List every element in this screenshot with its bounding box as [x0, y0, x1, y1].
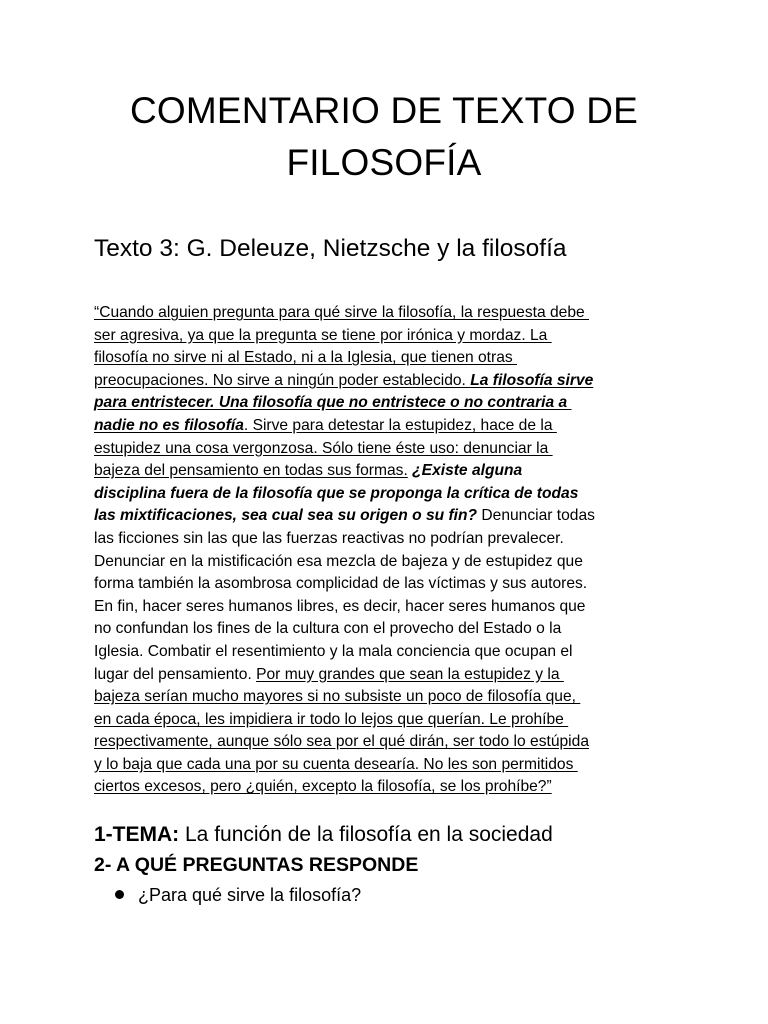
quote-segment: ¿Existe alguna	[412, 462, 523, 480]
quote-segment: En fin, hacer seres humanos libres, es decir, hacer seres humanos que	[94, 597, 586, 615]
quote-line	[94, 505, 694, 528]
quote-line	[94, 664, 694, 687]
document-title-line-1: COMENTARIO DE TEXTO DE	[129, 90, 639, 131]
quote-line	[94, 415, 694, 438]
quote-segment: ciertos excesos, pero ¿quién, excepto la filosofía, se los prohíbe?”	[94, 778, 552, 796]
preguntas-heading: 2- A QUÉ PREGUNTAS RESPONDE	[94, 854, 419, 876]
quote-segment: . Sirve para detestar la estupidez, hace de la	[243, 416, 557, 434]
quote-line	[94, 776, 694, 799]
quote-line	[94, 731, 694, 754]
quote-segment: en cada época, les impidiera ir todo lo lejos que querían. Le prohíbe	[94, 710, 569, 728]
quote-line	[94, 438, 694, 461]
quote-segment: bajeza del pensamiento en todas sus formas.	[94, 462, 408, 480]
quote-segment: disciplina fuera de la filosofía que se proponga la crítica de todas	[94, 484, 579, 502]
quote-segment: Denunciar todas	[477, 507, 595, 525]
list-item-text: ¿Para qué sirve la filosofía?	[138, 885, 362, 905]
quote-segment: ser agresiva, ya que la pregunta se tiene por irónica y mordaz. La	[94, 326, 552, 344]
quote-line	[94, 528, 694, 551]
tema-label: 1-TEMA:	[94, 823, 180, 846]
document-title-line-2: FILOSOFÍA	[286, 142, 482, 183]
quote-segment: Por muy grandes que sean la estupidez y la	[256, 665, 564, 683]
quote-line	[94, 641, 694, 664]
quoted-passage	[94, 302, 694, 799]
text-subtitle: Texto 3: G. Deleuze, Nietzsche y la filosofía	[94, 235, 567, 262]
quote-segment: bajeza serían mucho mayores si no subsiste un poco de filosofía que,	[94, 688, 581, 706]
quote-line	[94, 460, 694, 483]
quote-line	[94, 483, 694, 506]
quote-segment: forma también la asombrosa complicidad de las víctimas y sus autores.	[94, 575, 588, 593]
quote-segment: lugar del pensamiento.	[94, 665, 257, 683]
quote-line	[94, 709, 694, 732]
quote-line	[94, 302, 694, 325]
quote-segment: filosofía no sirve ni al Estado, ni a la Iglesia, que tienen otras	[94, 349, 518, 367]
quote-line	[94, 754, 694, 777]
quote-segment: para entristecer. Una filosofía que no entristece o no contraria a	[94, 394, 572, 412]
quote-line	[94, 686, 694, 709]
list-item	[115, 880, 361, 910]
quote-segment: Denunciar en la mistificación esa mezcla de bajeza y de estupidez que	[94, 552, 583, 570]
quote-segment: La filosofía sirve	[470, 371, 594, 389]
quote-segment: preocupaciones. No sirve a ningún poder establecido.	[94, 371, 471, 389]
tema-line	[94, 818, 553, 852]
quote-line	[94, 347, 694, 370]
quote-segment: nadie no es filosofía	[94, 416, 244, 434]
quote-segment: las ficciones sin las que las fuerzas reactivas no podrían prevalecer.	[94, 529, 564, 547]
quote-line	[94, 392, 694, 415]
quote-line	[94, 573, 694, 596]
quote-line	[94, 325, 694, 348]
quote-line	[94, 596, 694, 619]
tema-text: La función de la filosofía en la sociedad	[179, 823, 553, 846]
quote-segment: “Cuando alguien pregunta para qué sirve la filosofía, la respuesta debe	[94, 304, 589, 321]
quote-segment: las mixtificaciones, sea cual sea su origen o su fin?	[94, 507, 478, 525]
quote-line	[94, 551, 694, 574]
quote-line	[94, 618, 694, 641]
quote-segment: no confundan los fines de la cultura con el provecho del Estado o la	[94, 620, 562, 638]
bullet-icon	[115, 890, 124, 899]
quote-line	[94, 370, 694, 393]
quote-segment: estupidez una cosa vergonzosa. Sólo tiene éste uso: denunciar la	[94, 439, 553, 457]
quote-segment: y lo baja que cada una por su cuenta desearía. No les son permitidos	[94, 755, 578, 773]
quote-segment: respectivamente, aunque sólo sea por el qué dirán, ser todo lo estúpida	[94, 733, 589, 751]
quote-segment: Iglesia. Combatir el resentimiento y la mala conciencia que ocupan el	[94, 642, 573, 660]
